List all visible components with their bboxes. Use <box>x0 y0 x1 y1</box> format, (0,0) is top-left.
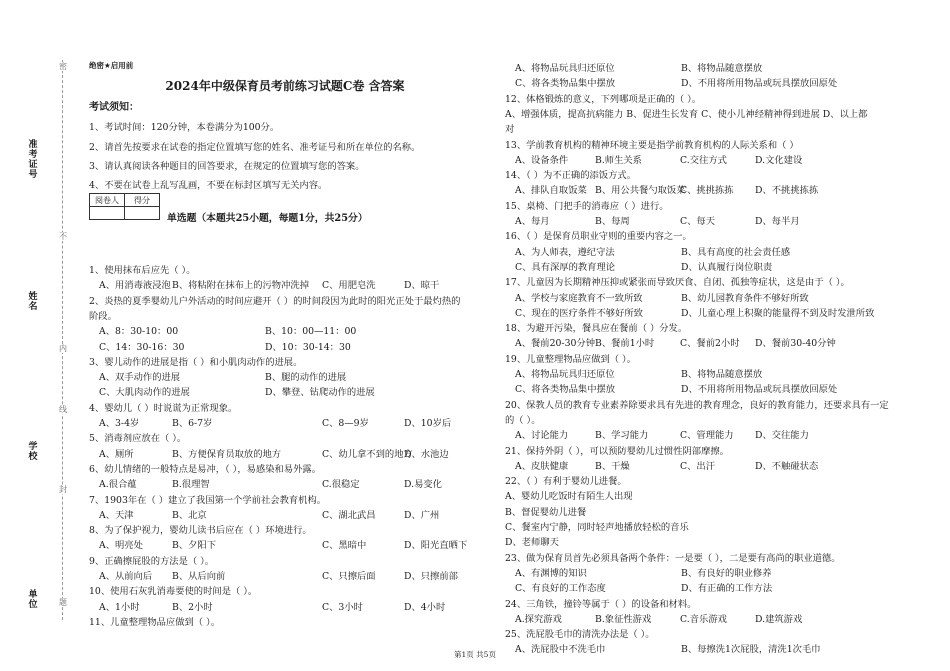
answer-option[interactable]: B、2小时 <box>172 601 213 613</box>
label-school: 学校 <box>28 442 38 462</box>
question-text: 对 <box>505 124 515 136</box>
binding-margin <box>0 0 80 671</box>
question-text: 17、儿童因为长期精神压抑或紧张而导致厌食、自闭、孤独等症状，这是由于（ ）。 <box>505 277 850 289</box>
answer-option[interactable]: A、天津 <box>99 509 134 521</box>
answer-option[interactable]: D、晾干 <box>404 280 440 292</box>
question-text: 16、（ ）是保育员职业守则的重要内容之一。 <box>505 231 692 243</box>
question-text: 20、保教人员的教育专业素养除要求具有先进的教育理念，良好的教育能力，还要求具有一定 <box>505 399 889 411</box>
answer-option[interactable]: A、设备条件 <box>515 154 569 166</box>
answer-option[interactable]: D、有正确的工作方法 <box>681 583 773 595</box>
answer-option[interactable]: B.象征性游戏 <box>595 613 652 625</box>
answer-option[interactable]: B、具有高度的社会责任感 <box>681 246 791 258</box>
question-text: 15、桌椅、门把手的消毒应（ ）进行。 <box>505 200 669 212</box>
answer-option[interactable]: A、餐前20-30分钟 <box>515 338 595 350</box>
answer-option[interactable]: C、管理能力 <box>680 430 734 442</box>
answer-option[interactable]: D、10岁后 <box>404 418 452 429</box>
answer-option[interactable]: B、餐前1小时 <box>595 338 655 350</box>
option-row <box>99 599 474 613</box>
answer-option[interactable]: D、不触碰状态 <box>755 460 819 472</box>
question-text: 14、（ ）为不正确的添饭方式。 <box>505 170 636 182</box>
answer-option[interactable]: A、讨论能力 <box>515 430 569 442</box>
question-text: 25、洗屁股毛巾的清洗办法是（ ）。 <box>505 629 655 641</box>
answer-option[interactable]: A、双手动作的进展 <box>99 372 181 384</box>
question-text: 18、为避开污染，餐具应在餐前（ ）分发。 <box>505 323 688 335</box>
answer-option[interactable]: B、有良好的职业修养 <box>681 567 772 579</box>
answer-option[interactable]: B、幼儿园教育条件不够好所致 <box>681 292 809 304</box>
answer-option[interactable]: A、8：30-10：00 <box>99 326 179 338</box>
answer-option[interactable]: C.交往方式 <box>680 154 727 166</box>
score-cell-score: 得分 <box>125 194 160 207</box>
answer-option[interactable]: C、具有深厚的教育理论 <box>515 261 616 273</box>
answer-option[interactable]: C、只擦后面 <box>322 571 376 582</box>
option-row <box>515 458 855 472</box>
confidential-mark: 绝密★启用前 <box>89 61 134 70</box>
answer-option[interactable]: D.建筑游戏 <box>755 613 803 625</box>
option-row <box>515 60 901 74</box>
answer-option[interactable]: B、北京 <box>172 509 207 521</box>
question-text: 5、消毒剂应放在（ ）。 <box>89 433 187 445</box>
seal-char: 封 <box>59 485 67 494</box>
answer-option[interactable]: C、大肌肉动作的进展 <box>99 387 190 399</box>
answer-option[interactable]: D、儿童心理上积聚的能量得不到及时发泄所致 <box>681 307 875 319</box>
answer-option[interactable]: C.很稳定 <box>322 479 360 491</box>
answer-option[interactable]: C、幼儿拿不到的地方 <box>322 448 413 460</box>
answer-option[interactable]: D、阳光直晒下 <box>404 540 468 552</box>
question-text: 23、做为保育员首先必须具备两个条件：一是要（ ），二是要有高尚的职业道德。 <box>505 552 841 564</box>
answer-option[interactable]: B、将物品随意摆放 <box>681 369 763 380</box>
option-row <box>515 427 855 441</box>
answer-option[interactable]: D、不挑挑拣拣 <box>755 185 819 197</box>
answer-option[interactable]: D、交往能力 <box>755 430 809 442</box>
answer-option[interactable]: C、用肥皂洗 <box>322 280 376 292</box>
answer-option[interactable]: C、8—9岁 <box>322 418 369 429</box>
seal-char: 密 <box>59 62 67 71</box>
option-row <box>515 259 901 273</box>
option-row <box>515 75 901 89</box>
question-text: 9、正确擦屁股的方法是（ ）。 <box>89 555 215 567</box>
question-text: 的（ ）。 <box>505 414 541 426</box>
label-name: 姓名 <box>28 292 38 312</box>
answer-option[interactable]: D、攀登、钻爬动作的进展 <box>265 387 375 399</box>
notice-item: 4、不要在试卷上乱写乱画，不要在标封区填写无关内容。 <box>89 180 328 191</box>
notice-item: 3、请认真阅读各种题目的回答要求，在规定的位置填写您的答案。 <box>89 161 365 172</box>
option-row <box>99 415 474 429</box>
notice-item: 2、请首先按要求在试卷的指定位置填写您的姓名、准考证号和所在单位的名称。 <box>89 142 421 153</box>
question-text: A、增强体质，提高抗病能力 B、促进生长发育 C、使小儿神经精神得到进展 D、以上都 <box>505 108 868 120</box>
answer-option[interactable]: C.音乐游戏 <box>680 613 727 625</box>
option-row <box>99 339 415 353</box>
answer-option[interactable]: A、学校与家庭教育不一致所致 <box>515 292 643 304</box>
answer-option[interactable]: B、学习能力 <box>595 430 649 442</box>
answer-option[interactable]: A、从前向后 <box>99 571 153 582</box>
question-text: 2、炎热的夏季婴幼儿户外活动的时间应避开（ ）的时间段因为此时的阳光正处于最灼热的 <box>89 295 461 307</box>
answer-option[interactable]: A、为人师表，遵纪守法 <box>515 246 615 258</box>
question-text: 7、1903年在（ ）建立了我国第一个学前社会教育机构。 <box>89 494 327 506</box>
answer-option[interactable]: D、10：30-14：30 <box>265 341 351 353</box>
answer-option[interactable]: B、6-7岁 <box>172 418 213 429</box>
notice-heading: 考试须知： <box>89 102 139 113</box>
answer-option[interactable]: C、挑挑拣拣 <box>680 185 734 197</box>
score-table <box>89 193 160 220</box>
option-row <box>515 335 855 349</box>
answer-option[interactable]: A、厕所 <box>99 448 134 460</box>
answer-option[interactable]: D、认真履行岗位职责 <box>681 261 773 273</box>
answer-option[interactable]: B、方便保育员取放的地方 <box>172 448 282 460</box>
option-row <box>515 381 901 395</box>
answer-option[interactable]: A、有渊博的知识 <box>515 567 587 579</box>
answer-option[interactable]: D、每半月 <box>755 216 800 227</box>
answer-option[interactable]: A、1小时 <box>99 601 140 613</box>
option-row <box>99 369 415 383</box>
answer-option[interactable]: A、明亮处 <box>99 540 143 552</box>
answer-option[interactable]: C、将各类物品集中摆放 <box>515 78 616 90</box>
score-cell-blank[interactable] <box>90 207 125 220</box>
answer-option[interactable]: C、现在的医疗条件不够好所致 <box>515 307 643 319</box>
score-cell-blank[interactable] <box>125 207 160 220</box>
answer-option[interactable]: B、用公共餐勺取饭菜 <box>595 185 686 197</box>
answer-option[interactable]: B.师生关系 <box>595 154 642 166</box>
answer-option[interactable]: A、将物品玩具归还原位 <box>515 369 615 380</box>
seal-char: 内 <box>59 344 67 353</box>
option-row <box>99 446 474 460</box>
question-text: A、婴幼儿吃饭时有陌生人出现 <box>505 491 633 503</box>
question-text: 11、儿童整理物品应做到（ ）。 <box>89 616 220 628</box>
notice-item: 1、考试时间：120分钟，本卷满分为100分。 <box>89 122 280 133</box>
question-text: B、督促婴幼儿进餐 <box>505 506 587 518</box>
answer-option[interactable]: B、从后向前 <box>172 571 226 582</box>
answer-option[interactable]: D、只擦前部 <box>404 571 458 582</box>
answer-option[interactable]: D、不用将所用物品或玩具摆放回原处 <box>681 384 838 396</box>
answer-option[interactable]: B、10：00—11：00 <box>265 326 357 338</box>
question-text: C、餐室内宁静，同时轻声地播放轻松的音乐 <box>505 522 689 533</box>
answer-option[interactable]: B、将物品随意摆放 <box>681 63 763 74</box>
answer-option[interactable]: A、排队自取饭菜 <box>515 185 587 197</box>
option-row <box>515 611 855 625</box>
answer-option[interactable]: B.很理智 <box>172 479 210 491</box>
answer-option[interactable]: B、每周 <box>595 216 630 227</box>
answer-option[interactable]: D、不用将所用物品或玩具摆放回原处 <box>681 78 838 90</box>
answer-option[interactable]: D、水池边 <box>404 448 449 460</box>
option-row <box>99 507 474 521</box>
answer-option[interactable]: A.很合蕴 <box>99 479 137 491</box>
seal-char: 线 <box>59 405 67 414</box>
option-row <box>99 323 415 337</box>
answer-option[interactable]: D、广州 <box>404 509 440 521</box>
answer-option[interactable]: A、将物品玩具归还原位 <box>515 63 615 74</box>
option-row <box>515 152 855 166</box>
question-text: 24、三角铁，撞铃等属于（ ）的设备和材料。 <box>505 598 697 610</box>
answer-option[interactable]: D.易变化 <box>404 479 442 491</box>
option-row <box>515 565 901 579</box>
option-row <box>99 384 415 398</box>
question-text: 阶段。 <box>89 310 117 322</box>
answer-option[interactable]: B、腿的动作的进展 <box>265 372 347 384</box>
option-row <box>99 537 474 551</box>
question-text: D、老师聊天 <box>505 537 559 549</box>
answer-option[interactable]: A、洗屁股中不洗毛巾 <box>515 644 606 656</box>
label-exam-number: 准考证号 <box>28 140 38 180</box>
answer-option[interactable]: B、将粘附在抹布上的污物冲洗掉 <box>172 280 309 292</box>
option-row <box>515 213 855 227</box>
question-text: 19、儿童整理物品应做到（ ）。 <box>505 353 636 365</box>
question-text: 21、保持外阴（ ），可以预防婴幼儿过惯性阴部摩擦。 <box>505 445 729 457</box>
label-unit: 单位 <box>28 590 38 610</box>
answer-option[interactable]: C、有良好的工作态度 <box>515 583 606 595</box>
answer-option[interactable]: A、皮肤健康 <box>515 460 569 472</box>
question-text: 8、为了保护视力，婴幼儿读书后应在（ ）环境进行。 <box>89 525 312 537</box>
question-text: 1、使用抹布后应先（ ）。 <box>89 265 196 276</box>
answer-option[interactable]: A、用消毒液浸泡 <box>99 280 171 292</box>
option-row <box>515 290 901 304</box>
question-text: 22、（ ）有利于婴幼儿进餐。 <box>505 476 627 488</box>
seal-line <box>62 60 64 620</box>
answer-option[interactable]: B、干燥 <box>595 460 630 472</box>
answer-option[interactable]: A.探究游戏 <box>515 613 562 625</box>
answer-option[interactable]: D、4小时 <box>404 601 446 613</box>
answer-option[interactable]: C、黑暗中 <box>322 540 367 552</box>
question-text: 12、体格锻炼的意义，下列哪项是正确的（ ）。 <box>505 93 702 105</box>
option-row <box>515 182 855 196</box>
answer-option[interactable]: C、将各类物品集中摆放 <box>515 384 616 396</box>
question-text: 6、幼儿情绪的一般特点是易冲，（ ），易感染和易外露。 <box>89 463 321 475</box>
option-row <box>515 580 901 594</box>
question-text: 4、婴幼儿（ ）时说谎为正常现象。 <box>89 402 238 414</box>
seal-char: 题 <box>59 598 67 607</box>
section-heading: 单选题（本题共25小题，每题1分，共25分） <box>167 213 368 224</box>
answer-option[interactable]: D、餐前30-40分钟 <box>755 338 836 350</box>
option-row <box>515 244 901 258</box>
answer-option[interactable]: A、每月 <box>515 216 550 227</box>
page-number: 第1页 共5页 <box>454 650 496 659</box>
question-text: 13、学前教育机构的精神环境主要是指学前教育机构的人际关系和（ ） <box>505 139 799 151</box>
question-text: 3、婴儿动作的进展是指（ ）和小肌肉动作的进展。 <box>89 356 303 368</box>
option-row <box>515 366 901 380</box>
option-row <box>515 305 901 319</box>
answer-option[interactable]: C、湖北武昌 <box>322 509 376 521</box>
answer-option[interactable]: B、每擦洗1次屁股，清洗1次毛巾 <box>681 644 821 656</box>
option-row <box>99 568 474 582</box>
seal-char: 不 <box>59 232 67 241</box>
answer-option[interactable]: C、每天 <box>680 216 716 227</box>
answer-option[interactable]: C、出汗 <box>680 460 716 472</box>
score-cell-grader: 阅卷人 <box>90 194 125 207</box>
page-title: 2024年中级保育员考前练习试题C卷 含答案 <box>165 79 405 93</box>
question-text: 10、使用石灰乳消毒要使的时间是（ ）。 <box>89 586 258 598</box>
answer-option[interactable]: B、夕阳下 <box>172 540 217 552</box>
answer-option[interactable]: A、3-4岁 <box>99 418 140 429</box>
answer-option[interactable]: C、餐前2小时 <box>680 338 740 350</box>
answer-option[interactable]: C、3小时 <box>322 601 363 613</box>
option-row <box>99 277 474 291</box>
option-row <box>99 476 474 490</box>
answer-option[interactable]: D.文化建设 <box>755 154 803 166</box>
answer-option[interactable]: C、14：30-16：30 <box>99 341 185 353</box>
